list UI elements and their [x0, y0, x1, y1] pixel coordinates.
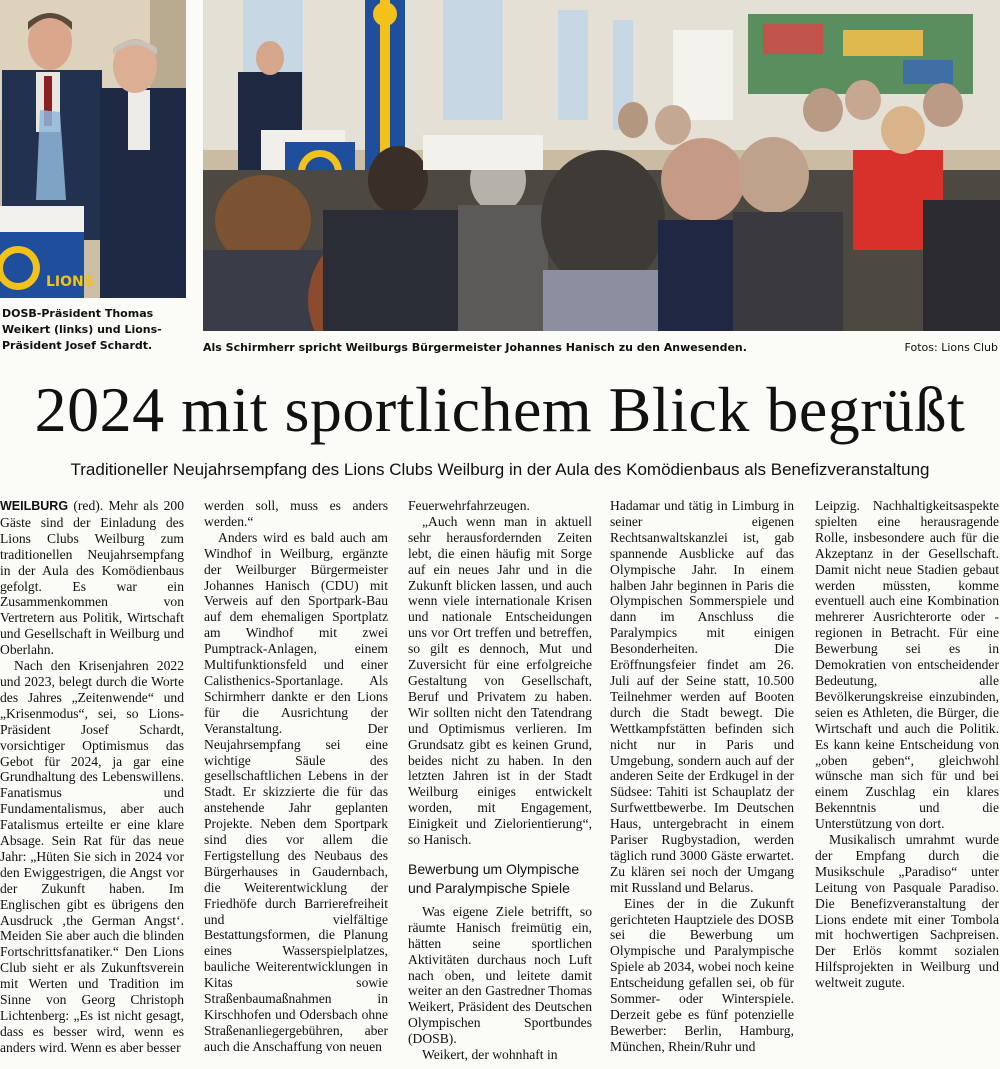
photo-reception-illustration — [203, 0, 1000, 331]
article-subheadline: Traditioneller Neujahrsempfang des Lions Clubs Weilburg in der Aula des Komödienbaus als Benefizveranstaltung — [70, 460, 930, 479]
article-paragraph: Leipzig. Nachhaltigkeitsaspekte spielten eine herausragende Rolle, insbesondere auch für die Akzeptanz in der Gesellschaft. Damit nicht neue Stadien gebaut werden müssten, komme eventuell auch eine Kombination mehrerer Ausrichterorte oder -regionen in Betracht. Für eine Bewerbung sei es in Demokratien von entscheidender Bedeutung, alle Bevölkerungskreise einzubinden, seien es Athleten, die Bürger, die Wirtschaft und auch die Politik. Es kann keine Entscheidung von „oben geben“, gleichwohl wünsche man sich für und bei einem Zuschlag ein klares Bekenntnis und die Unterstützung von dort. — [815, 498, 999, 832]
article-paragraph: Anders wird es bald auch am Windhof in Weilburg, ergänzte der Weilburger Bürgermeister Johannes Hanisch (CDU) mit Verweis auf den Sportpark-Bau auf dem ehemaligen Sportplatz am Windhof mit zwei Pumptrack-Anlagen, einem Multifunktionsfeld und einer Calisthenics-Sportanlage. Als Schirmherr dankte er den Lions für die Ausrichtung der Veranstaltung. Der Neujahrsempfang sei eine wichtige Säule des gesellschaftlichen Lebens in der Stadt. Er skizzierte die für das anstehende Jahr geplanten Projekte. Neben dem Sportpark sind dies vor allem die Fertigstellung des Neubaus des Bürgerhauses in Gaudernbach, die Weiterentwicklung der Friedhöfe durch Barrierefreiheit und vielfältige Bestattungsformen, die Planung eines Wasserspielplatzes, bauliche Weiterentwicklungen in Kitas sowie Straßenbaumaßnahmen in Kirschhofen und Odersbach ohne Straßenanliegergebühren, aber auch die Anschaffung von neuen — [204, 529, 388, 1054]
photo-reception-caption: Als Schirmherr spricht Weilburgs Bürgermeister Johannes Hanisch zu den Anwesenden. — [203, 341, 747, 354]
article-column-3 — [408, 498, 592, 1068]
article-paragraph: Nach den Krisenjahren 2022 und 2023, belegt durch die Worte des Jahres „Zeitenwende“ und „Krisenmodus“, sei, so Lions-Präsident Josef Schardt, vorsichtiger Optimismus das Gebot für 2024, ja gar eine Grundhaltung des Lebenswillens. Fanatismus und Fundamentalismus, aber auch Fatalismus erteilte er eine klare Absage. Sein Rat für das neue Jahr: „Hüten Sie sich in 2024 vor den Ewiggestrigen, die Angst vor der Zukunft haben. Im Englischen gibt es übrigens den Ausdruck ‚the German Angst‘. Meiden Sie aber auch die blinden Fortschrittsfanatiker.“ Den Lions Club sieht er als Zukunftsverein mit Werten und Tradition im Sinne von Georg Christoph Lichtenberg: „Es ist nicht gesagt, dass es besser wird, wenn es anders wird. Wenn es aber besser — [0, 658, 184, 1055]
article-paragraph: „Auch wenn man in aktuell sehr herausfordernden Zeiten lebt, die einen häufig mit Sorge auf ein neues Jahr und in die Zukunft blicken lassen, und auch wenn viele internationale Krisen und nationale Entscheidungen uns vor Ort treffen und betreffen, so gilt es dennoch, Mut und Zuversicht für eine erfolgreiche Gestaltung von Gesellschaft, Beruf und Privatem zu haben. Wir sollten nicht den Tatendrang und Optimismus verlieren. Im Grundsatz gibt es keinen Grund, beides nicht zu haben. In den letzten Jahren ist in der Stadt Weilburg einiges entwickelt worden, mit Engagement, Einigkeit und Zielorientierung“, so Hanisch. — [408, 513, 592, 848]
article-headline: 2024 mit sportlichem Blick begrüßt — [34, 374, 966, 445]
article-column-5 — [815, 498, 999, 1068]
article-paragraph: Was eigene Ziele betrifft, so räumte Hanisch freimütig ein, hätten seine sportlichen Aktivitäten durchaus noch Luft nach oben, und leitete damit weiter an den Gastredner Thomas Weikert, Präsident des Deutschen Olympischen Sportbundes (DOSB). — [408, 903, 592, 1047]
lectern-banner-text: LIONS — [46, 274, 94, 290]
photo-presidents-illustration — [0, 0, 186, 298]
article-paragraph: WEILBURG (red). Mehr als 200 Gäste sind der Einladung des Lions Clubs Weilburg zum traditionellen Neujahrsempfang in der Aula des Komödienbaus gefolgt. Es war ein Zusammenkommen von Vertretern aus Politik, Wirtschaft und Gesellschaft in Weilburg und Oberlahn. — [0, 498, 184, 658]
article-paragraph: Weikert, der wohnhaft in — [422, 1047, 558, 1063]
article-column-1 — [0, 498, 184, 1068]
article-section-heading: Bewerbung um Olympische und Paralympische Spiele — [408, 860, 580, 896]
article-column-4 — [610, 498, 794, 1068]
article-paragraph: Musikalisch umrahmt wurde der Empfang durch die Musikschule „Paradiso“ unter Leitung von Pasquale Paradiso. Die Benefizveranstaltung der Lions endete mit einer Tombola mit hochwertigen Sachpreisen. Der Erlös kommt sozialen Hilfsprojekten in Weilburg und weltweit zugute. — [815, 832, 999, 991]
photo-credit: Fotos: Lions Club — [904, 341, 998, 354]
article-paragraph: werden soll, muss es anders werden.“ — [204, 498, 388, 529]
photo-presidents-caption: DOSB-Präsident Thomas Weikert (links) und Lions-Präsident Josef Schardt. — [2, 307, 162, 352]
article-dateline: WEILBURG — [0, 499, 69, 513]
article-paragraph: Eines der in die Zukunft gerichteten Hauptziele des DOSB sei die Bewerbung um Olympische und Paralympische Spiele ab 2034, wobei noch keine Entscheidung gefallen sei, ob für Sommer- oder Winterspiele. Derzeit gebe es fünf potenzielle Bewerber: Berlin, Hamburg, München, Rhein/Ruhr und — [610, 895, 794, 1054]
photo-reception-hall — [203, 0, 1000, 331]
article-column-2 — [204, 498, 388, 1068]
article-paragraph: Hadamar und tätig in Limburg in seiner eigenen Rechtsanwaltskanzlei ist, gab spannende Ausblicke auf das Olympische Jahr. In einem halben Jahr beginnen in Paris die Olympischen Sommerspiele und dann im Anschluss die Paralympics mit einigen Besonderheiten. Die Eröffnungsfeier findet am 26. Juli auf der Seine statt, 10.500 Teilnehmer werden auf Booten durch die Stadt bewegt. Die Wettkampfstätten befinden sich nicht nur in Paris und Umgebung, sondern auch auf der anderen Seite der Erdkugel in der Südsee: Tahiti ist Schauplatz der Surfwettbewerbe. Im Deutschen Haus, untergebracht in einem Pariser Rugbystadion, werden täglich rund 3000 Gäste erwartet. Zu klären sei noch der Umgang mit Russland und Belarus. — [610, 498, 794, 895]
photo-presidents — [0, 0, 186, 298]
article-paragraph: Feuerwehrfahrzeugen. — [408, 498, 530, 513]
